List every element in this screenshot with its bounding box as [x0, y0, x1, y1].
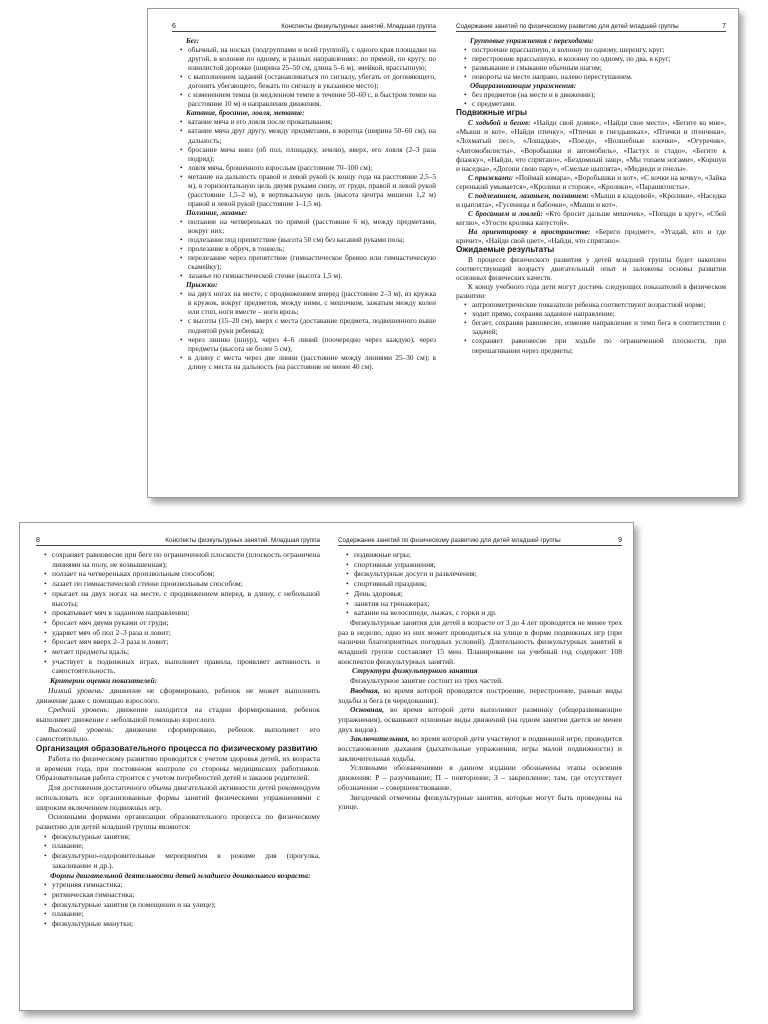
running-header: [172, 21, 436, 32]
list-item: • физкультурно-оздоровительные мероприятия в режиме дня (прогулка, закаливание и др.).: [36, 851, 320, 870]
list-item: • участвует в подвижных играх, выполняет правила, проявляет активность и самостоятельность.: [36, 657, 320, 676]
page-number: 8: [36, 537, 40, 544]
page-number: 7: [722, 23, 726, 30]
list-item: • плавание;: [36, 909, 320, 919]
paragraph: [338, 705, 622, 734]
paragraph-lead: С ходьбой и бегом:: [468, 118, 531, 128]
list-item: • с предметами.: [456, 99, 726, 108]
section-heading: Ожидаемые результаты: [456, 245, 555, 255]
paragraph: [338, 686, 622, 705]
list-item: • метает предметы вдаль;: [36, 647, 320, 657]
paragraph-lead: Средний уровень:: [48, 705, 110, 715]
paragraph-lead: Вводная,: [350, 685, 380, 695]
list-item: • построение врассыпную, в колонну по одному, шеренгу, круг;: [456, 45, 726, 54]
paragraph: Физкультурное занятие состоит из трех частей.: [350, 676, 504, 686]
list-item: • повороты на месте направо, налево переступанием.: [456, 72, 726, 81]
paragraph-lead: Основная,: [350, 705, 385, 715]
paragraph: В процессе физического развития у детей младшей группы будет накоплен соответствующий возрасту двигательный опыт и заложены основы развития основных физических качеств.: [456, 255, 726, 283]
running-title: Содержание занятий по физическому развитию для детей младшей группы: [456, 23, 679, 30]
subheading: Групповые упражнения с переходами:: [470, 36, 594, 45]
list-item: • бегает, сохраняя равновесие, изменяя направление и темп бега в соответствии с задачей;: [456, 318, 726, 336]
list-item: • без предметов (на месте и в движении);: [456, 90, 726, 99]
paragraph: [456, 227, 726, 245]
paragraph: Основными формами организации образовательного процесса по физическому развитию для детей младшей группы являются:: [36, 812, 320, 831]
paragraph: [36, 725, 320, 744]
subheading: Структура физкультурного занятия: [352, 666, 478, 676]
paragraph-text: «Поймай комара», «Воробышки и кот», «С кочки на кочку», «Зайка серенький умывается», «Кролики и сторож», «Кролики», «Парашютисты».: [456, 172, 726, 191]
paragraph: Физкультурные занятия для детей в возрасте от 3 до 4 лет проводятся не менее трех раз в неделю, одно из них может проводиться на улице в форме подвижных игр (при наличии благоприятных погодных условий). Длительность физкультурных занятий в младшей группе составляет 15 мин. Планирование на учебный год содержит 108 конспектов физкультурных занятий.: [338, 617, 622, 666]
running-header: [36, 535, 320, 546]
running-title: Конспекты физкультурных занятий. Младшая группа: [165, 537, 320, 544]
page-number: 9: [618, 537, 622, 544]
section-heading: Организация образовательного процесса по физическому развитию: [36, 744, 318, 754]
paragraph: Звездочкой отмечены физкультурные занятия, которые могут быть проведены на улице.: [338, 792, 622, 812]
list-item: • на двух ногах на месте, с продвижением вперед (расстояние 2–3 м), из кружка в кружок, вокруг предметов, между ними, с мешочком, зажатым между колен или стоп, ноги вместе – ноги врозь;: [172, 289, 436, 316]
paragraph-text: «Мыши в кладовой», «Кролики», «Наседка и цыплята», «Гусеницы и бабочки», «Мыши и кот».: [456, 190, 726, 209]
paragraph-lead: С подлезанием, лазаньем, ползанием:: [468, 190, 589, 200]
list-item: • пролезание в обруч, в тоннель;: [172, 244, 436, 253]
paragraph-lead: С бросанием и ловлей:: [468, 208, 543, 218]
page-8: [36, 523, 320, 1010]
list-item: • ползание на четвереньках по прямой (расстояние 6 м), между предметами, вокруг них;: [172, 217, 436, 235]
paragraph-text: «Найди свой домик», «Найди свое место», «Бегите ко мне», «Мыши и кот», «Найди птичку», «Птички в гнездышках», «Птички и птенчики», «Лохматый пес», «Лошадки», «Поезд», «Волшебные елочки», «Огуречик», «Автомобилисты», «Воробышки и автомобиль», «Пастух и стадо», «Бегите к флажку», «Найди, что спрятано», «Бездомный заяц», «Мы топаем ногами», «Коршун и наседка», «Догони свою пару», «Смелые цыплята», «Медведи и пчелы».: [456, 118, 726, 173]
paragraph-text: во время которой дети выполняют разминку (общеразвивающие упражнения), осваивают основные виды движений (на одном занятии дается не менее двух видов).: [338, 705, 622, 734]
list-item: • прыгает на двух ногах на месте, с продвижением вперед, в длину, с небольшой высоты;: [36, 589, 320, 608]
list-item: • подлезание под препятствие (высота 50 см) без касаний руками пола;: [172, 235, 436, 244]
list-item: • спортивные упражнения;: [338, 560, 622, 570]
list-item: • физкультурные занятия (в помещении и на улице);: [36, 900, 320, 910]
list-item: • катание мяча и его ловля после прокатывания;: [172, 117, 436, 126]
list-item: • катание мяча друг другу, между предметами, в воротца (ширина 50–60 см), на дальность;: [172, 126, 436, 144]
list-item: • метание на дальность правой и левой рукой (к концу года на расстояние 2,5–5 м), в горизонтальную цель двумя руками снизу, от груди, правой и левой рукой (расстояние 1,5–2 м), в вертикальную цель (высота центра мишени 1,2 м) правой и левой рукой (расстояние 1–1,5 м).: [172, 172, 436, 208]
paragraph-text: движение сформировано, ребенок выполняет его самостоятельно.: [36, 724, 320, 744]
list-item: • утренняя гимнастика;: [36, 880, 320, 890]
paragraph-lead: С прыжками:: [468, 172, 514, 182]
running-title: Содержание занятий по физическому развитию для детей младшей группы: [338, 537, 561, 544]
list-item: • ритмическая гимнастика;: [36, 890, 320, 900]
page-content: [338, 550, 622, 1006]
page-9: [338, 523, 622, 1010]
running-header: [338, 535, 622, 546]
page-6: [172, 9, 436, 497]
paragraph: Работа по физическому развитию проводится с учетом здоровья детей, их возраста и времени года, при постоянном контроле со стороны медицинских работников. Образовательная работа строится с учетом потребностей детей и заказов родителей.: [36, 754, 320, 783]
subheading: Катание, бросание, ловля, метание:: [186, 108, 305, 118]
paragraph-lead: Высокий уровень:: [48, 724, 115, 734]
page-content: [172, 36, 436, 493]
subheading: Ползание, лазанье:: [186, 207, 248, 217]
list-item: • перелезание через препятствие (гимнастическое бревно или гимнастическую скамейку);: [172, 253, 436, 271]
list-item: • физкультурные минутки;: [36, 919, 320, 929]
paragraph-text: во время которой проводятся построение, перестроение, разные виды ходьбы и бега (в чередовании).: [338, 685, 622, 705]
list-item: • занятия на тренажерах;: [338, 599, 622, 609]
list-item: • через линию (шнур), через 4–6 линий (поочередно через каждую), через предметы (высота не более 5 см);: [172, 335, 436, 353]
list-item: • ударяет мяч об пол 2–3 раза и ловит;: [36, 628, 320, 638]
paragraph-lead: Низкий уровень:: [48, 685, 105, 695]
list-item: • бросает мяч вверх 2–3 раза и ловит;: [36, 637, 320, 647]
list-item: • лазает по гимнастической стенке произвольным способом;: [36, 579, 320, 589]
section-heading: Подвижные игры: [456, 108, 528, 118]
list-item: • перестроение врассыпную, в колонну по одному, по два, в круг;: [456, 54, 726, 63]
paragraph: Условными обозначениями в данном издании обозначены этапы освоения движения: Р – разучивание; П – повторение; З – закрепление; там, где отсутствует обозначение – совершенствование.: [338, 763, 622, 792]
page-content: [36, 550, 320, 1006]
list-item: • с выполнением заданий (останавливаться по сигналу, убегать от догоняющего, догонять убегающего, бежать по сигналу в указанное место);: [172, 72, 436, 90]
subheading: Прыжки:: [186, 280, 218, 290]
paragraph: [338, 734, 622, 763]
paragraph-lead: На ориентировку в пространстве:: [468, 226, 591, 236]
subheading: Формы двигательной деятельности детей младшего дошкольного возраста:: [50, 870, 311, 880]
list-item: • ползает на четвереньках произвольным способом;: [36, 569, 320, 579]
running-header: [456, 21, 726, 32]
paragraph: [36, 686, 320, 705]
paragraph-text: во время которой дети участвуют в подвижной игре, проводится восстановление дыхания (дыхательные упражнения, игры малой подвижности) и заключительная ходьба.: [338, 734, 622, 763]
page-number: 6: [172, 23, 176, 30]
list-item: • катание на велосипеде, лыжах, с горки и др.: [338, 608, 622, 618]
list-item: • бросание мяча вниз (об пол, площадку, землю), вверх, его ловля (2–3 раза подряд);: [172, 145, 436, 163]
running-title: Конспекты физкультурных занятий. Младшая группа: [281, 23, 436, 30]
list-item: • ходит прямо, сохраняя заданное направление;: [456, 309, 726, 318]
paragraph-text: движение не сформировано, ребенок не может выполнить движение даже с помощью взрослого.: [36, 685, 320, 705]
page-7: [456, 9, 726, 497]
list-item: • с высоты (15–20 см), вверх с места (доставание предмета, подвешенного выше поднятой руки ребенка);: [172, 316, 436, 334]
list-item: • антропометрические показатели ребенка соответствуют возрастной норме;: [456, 300, 726, 309]
paragraph: Для достижения достаточного объема двигательной активности детей рекомендуем использовать все организованные формы занятий физическими упражнениями с широким включением подвижных игр.: [36, 783, 320, 812]
paragraph: К концу учебного года дети могут достичь следующих показателей в физическом развитии:: [456, 282, 726, 301]
list-item: • физкультурные досуги и развлечения;: [338, 569, 622, 579]
paragraph-text: «Береги предмет», «Угадай, кто и где кричит», «Найди свой цвет», «Найди, что спрятано».: [456, 226, 726, 245]
list-item: • физкультурные занятия;: [36, 832, 320, 842]
list-item: • обычный, на носках (подгруппами и всей группой), с одного края площадки на другой, в колонне по одному, в разных направлениях: по прямой, по кругу, по извилистой дорожке (ширина 25–50 см, длина 5–6 м), змейкой, врассыпную;: [172, 45, 436, 72]
paragraph: [456, 118, 726, 172]
list-item: • с изменением темпа (в медленном темпе в течение 50–60 с, в быстром темпе на расстояние 10 м) и направления движения.: [172, 90, 436, 108]
paragraph: [456, 191, 726, 209]
paragraph: [36, 705, 320, 724]
list-item: • плавание;: [36, 841, 320, 851]
subheading: Бег:: [186, 36, 199, 45]
paragraph: [456, 209, 726, 227]
list-item: • спортивный праздник;: [338, 579, 622, 589]
list-item: • сохраняет равновесие при ходьбе по ограниченной плоскости, при перешагивании через предметы;: [456, 336, 726, 354]
list-item: • День здоровья;: [338, 589, 622, 599]
subheading: Общеразвивающие упражнения:: [470, 81, 577, 91]
list-item: • подвижные игры;: [338, 550, 622, 560]
list-item: • в длину с места через две линии (расстояние между линиями 25–30 см); в длину с места на дальность (на расстояние не менее 40 см).: [172, 353, 436, 371]
list-item: • размыкание и смыкание обычным шагом;: [456, 63, 726, 72]
page-content: [456, 36, 726, 493]
paragraph-text: движение находится на стадии формирования, ребенок выполняет движение с небольшой помощью взрослого.: [36, 705, 320, 724]
book-spread-pages-8-9: [19, 522, 634, 1011]
list-item: • ловля мяча, брошенного взрослым (расстояние 70–100 см);: [172, 163, 436, 172]
list-item: • сохраняет равновесие при беге по ограниченной плоскости (плоскость ограничена линиями на полу, не возвышенная);: [36, 550, 320, 569]
list-item: • прокатывает мяч в заданном направлении;: [36, 608, 320, 618]
paragraph-lead: Заключительная,: [350, 734, 410, 744]
list-item: • лазанье по гимнастической стенке (высота 1,5 м).: [172, 271, 436, 280]
list-item: • бросает мяч двумя руками от груди;: [36, 618, 320, 628]
subheading: Критерии оценки показателей:: [50, 676, 158, 686]
book-spread-pages-6-7: [147, 8, 739, 498]
paragraph: [456, 173, 726, 191]
paragraph-text: «Кто бросит дальше мешочек», «Попади в круг», «Сбей кеглю», «Угости кролика капустой».: [456, 208, 726, 227]
